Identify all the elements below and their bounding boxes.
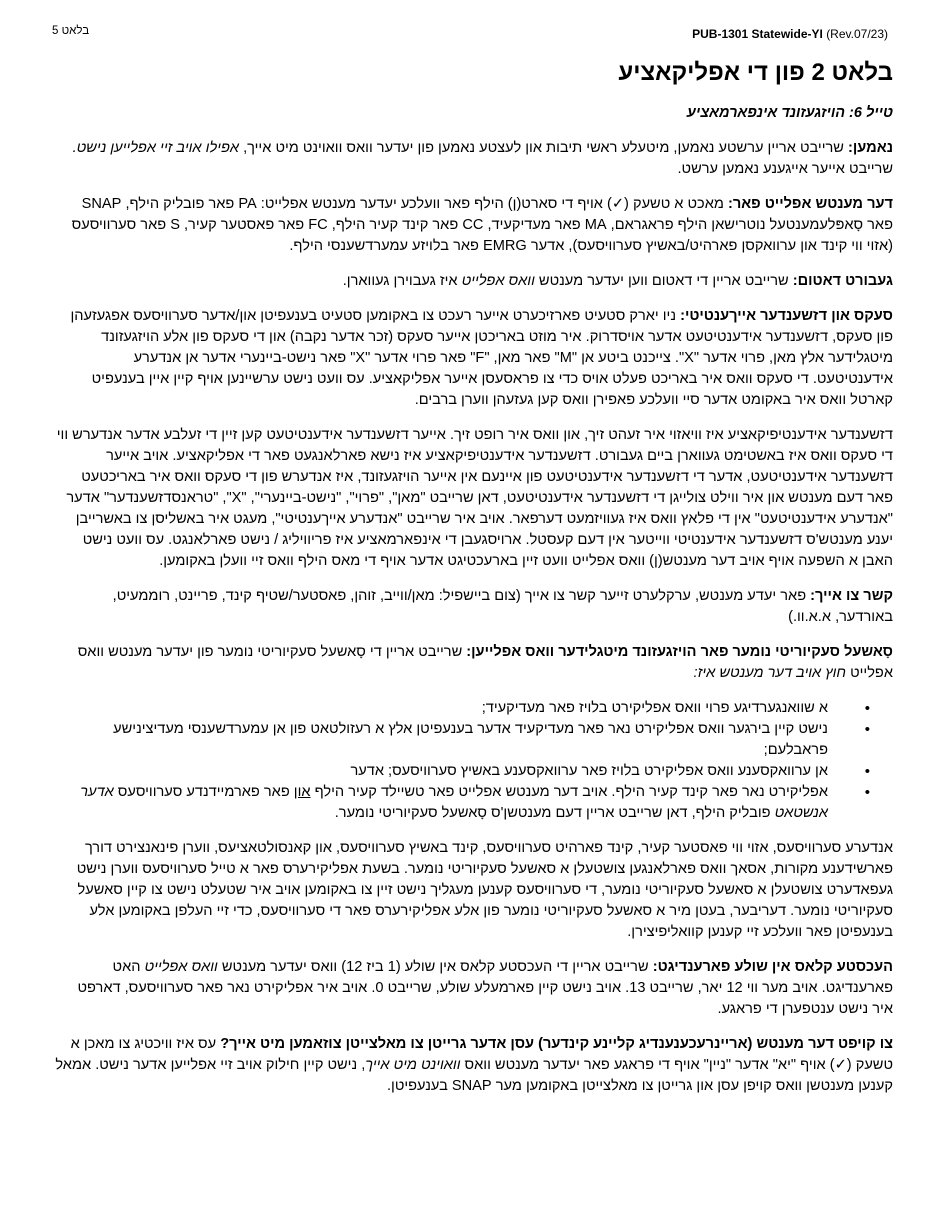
relation-text: פאר יעדע מענטש, ערקלערט זייער קשר צו אייך (צום ביישפיל: מאן/ווייב, זוהן, פאסטער/שטיף קינד, פריינט, רוממעיט, באורדער, א.א.וו.) — [112, 588, 893, 625]
name-label: נאמען: — [848, 140, 893, 156]
sex-paragraph — [55, 306, 893, 411]
dob-text2: איז געבוירן געווארן. — [342, 273, 462, 289]
name-text: שרייבט אריין ערשטע נאמען, מיטעלע ראשי תיבות און לעצטע נאמען פון יעדער וואס וואוינט מיט אייך, — [239, 140, 848, 156]
relation-label: קשר צו אייך: — [810, 588, 893, 604]
gender-paragraph: דזשענדער אידענטיפיקאציע איז וויאזוי איר זעהט זיך, און וואס איר רופט זיך. אייער דזשענדער אידענטיטעט קען זיין די זעלבע אדער אנדערש ווי די סעקס וואס איז באשטימט געווארן ביים געבורט. דזשענדער אידענטיפיקאציע איז נישא פארלאנגעט פאר די אפליקאציע. אויב אייער דזשענדער אידענטיטעט, אדער די דזשענדער אידענטיטעט פון איינעם אין אייער הויזגעזונד, איז אנדערש פון די סעקס וואס איר באריכטעט פאר דעם מענטש און איר ווילט צולייגן די דזשענדער אידענטיטעט, דאן שרייבט "מאן", "פרוי", "נישט-ביינערי", "X", "טראנסדזשענדער" אדער "אנדערע אידענטיטעט" אין די פלאץ וואס איז געוויזמעט דערפאר. אויב איר שרייבט "אנדערע אייךענטיטי", מעגט איר באשליסן צו באשרייבן יענע מענטש'ס דזשענדער אידענטיטי ווייטער אין דעם קעסטל. ארויסגעבן די אינפארמאציע איז פריוויליג / נישט פארלאנגט. עס וועט נישט האבן א השפעה אויף אויב דער מענטש(ן) וואס אפלייט וועט זיין בארעכטיגט אדער אויף די מאס הילף וואס זיי וועלן באקומען. — [56, 427, 893, 569]
meals-label: צו קויפט דער מענטש (אריינרעכענענדיג קליינע קינדער) עסן אדער גרייטן צו מאלצייטן צוזאמען מיט אייך? — [220, 1036, 893, 1052]
school-label: העכסטע קלאס אין שולע פארענדיגט: — [652, 959, 893, 975]
bullet-text3: פובליק הילף, דאן שרייבט אריין דעם מענטשן'ס סָאשעל סעקיוריטי נומער. — [334, 805, 775, 821]
meals-italic: וואוינט מיט אייך — [365, 1057, 461, 1073]
bullet-italic: אדער אנשטאט — [80, 784, 828, 821]
document-body — [55, 55, 893, 1097]
dob-text: שרייבט אריין די דאטום ווען יעדער מענטש — [534, 273, 793, 289]
ssn-paragraph — [55, 642, 893, 684]
page-number: בלאט 5 — [52, 25, 90, 37]
sex-text: ניו יארק סטעיט פארזיכערט אייער רעכט צו באקומען סטעיט בענעפיטן און/אדער סערוויסעס אפגעזעהן פון סעקס, דזשענדער אידענטיטעט אדער אויסדרוק. איר מוזט באריכטן אייער סעקס (זכר אדער נקבה) און די סעקס פון אלע הויזגעזונד מיטגלידער אלץ מאן, פרוי אדער "X". צייכנט ביטע אן "M" פאר מאן, "F" פאר פרוי אדער "X" פאר נישט-ביינערי אדער אן אנדערע אידענטיטעט. די סעקס וואס איר באריכט פעלט אויס כדי צו פראסעסן אייער אפליקאציע. עס וועט נישט ערשיינען אויף קיין איין בענעפיט קארטל וואס איר באקומט אדער סיי וועלכע פאפירן וואס קען געזעהן ווערן ברבים. — [70, 308, 893, 408]
sex-label: סעקס און דזשענדער אייךענטיטי: — [680, 308, 893, 324]
relation-paragraph — [55, 586, 893, 628]
ssn-label: סָאשעל סעקיוריטי נומער פאר הויזגעזונד מיטגלידער וואס אפלייען: — [466, 644, 893, 660]
part-title: טייל 6: הויזגעזונד אינפארמאציע — [686, 105, 893, 121]
page-title: בלאט 2 פון די אפליקאציע — [618, 59, 893, 86]
ssn-text: שרייבט אריין די סָאשעל סעקיוריטי נומער פון יעדער מענטש וואס אפלייט — [77, 644, 893, 681]
meals-text: עס איז וויכטיג צו מאכן א טשעק (✓) אויף "יא" אדער "ניין" אויף די פראגע פאר יעדער מענטש וואס — [70, 1036, 893, 1073]
dob-paragraph — [55, 271, 893, 292]
school-paragraph — [55, 957, 893, 1020]
programs-paragraph — [55, 194, 893, 257]
list-item: • נישט קיין בירגער וואס אפליקירט נאר פאר מעדיקעיד אדער בענעפיטן אלץ א רעזולטאט פון אן עמערדשענסי מעדיצינישע פראבלעם; — [55, 719, 828, 761]
bullet-text: אפליקירט נאר פאר קינד קעיר הילף. אויב דער מענטש אפלייט פאר טשיילד קעיר הילף — [310, 784, 828, 800]
school-text: שרייבט אריין די העכסטע קלאס אין שולע (1 ביז 12) וואס יעדער מענטש — [217, 959, 653, 975]
dob-label: געבורט דאטום: — [792, 273, 893, 289]
dob-italic: וואס אפלייט — [461, 273, 535, 289]
school-text2: האט פארענדיגט. אויב מער ווי 12 יאר, שרייבט 13. אויב נישט קיין פארמעלע שולע, שרייבט 0. אויב איר אפליקירט נאר פאר סערוויסעס, דארפט איר נישט ענטפערן די פראגע. — [77, 959, 893, 1017]
name-italic: אפילו אויב זיי אפלייען נישט. — [72, 140, 240, 156]
list-item: • אן ערוואקסענע וואס אפליקירט בלויז פאר ערוואקסענע באשיץ סערוויסעס; אדער — [55, 761, 828, 782]
publication-id — [692, 27, 888, 41]
ssn-exceptions-list — [55, 698, 893, 824]
meals-paragraph — [55, 1034, 893, 1097]
name-text2: שרייבט אייער אייגענע נאמען ערשט. — [677, 161, 893, 177]
bullet-underline: און — [293, 784, 311, 800]
services-paragraph: אנדערע סערוויסעס, אזוי ווי פאסטער קעיר, קינד פארהיט סערוויסעס, קינד באשיץ סערוויסעס, און קאנסולטאציעס, ווערן פינאנצירט דורך פארשידענע מקורות, אסאך וואס פארלאנגען צושטעלן א סאשעל סעקיוריטי נומער. בשעת אפליקירערס פאר א טייל סערוויסעס ווערן נישט געפאדערט צושטעלן א סאשעל סעקיוריטי נומער, די סערוויסעס קענען מעגליך נישט זיין צו באקומען אויב איר שטעלט נישט צו קיין סאשעל סעקיוריטי נומער. דעריבער, בעטן מיר א סאשעל סעקיוריטי נומער פון אלע אפליקירערס פאר די סערוויסעס, כדי זיי העלפן באקומען אלע בענעפיטן פאר וועלכע זיי קענען קוואליפיצירן. — [76, 840, 893, 940]
pub-revision: (Rev.07/23) — [826, 27, 888, 41]
ssn-italic: חוץ אויב דער מענטש איז: — [693, 665, 847, 681]
name-paragraph — [55, 138, 893, 180]
school-italic: וואס אפלייט — [144, 959, 218, 975]
list-item: • א שוואנגערדיגע פרוי וואס אפליקירט בלויז פאר מעדיקעיד; — [55, 698, 828, 719]
pub-code: PUB-1301 Statewide-YI — [692, 27, 823, 41]
bullet-text2: פאר פארמיידנדע סערוויסעס — [113, 784, 294, 800]
programs-label: דער מענטש אפלייט פאר: — [727, 196, 893, 212]
programs-text: מאכט א טשעק (✓) אויף די סארט(ן) הילף פאר וועלכע יעדער מענטש אפלייט: PA פאר פובליק הילף, SNAP פאר סָאפּלעמענטעל נוטרישאן הילף פראגראם, MA פאר מעדיקעיד, CC פאר קינד קעיר הילף, FC פאר פאסטער קעיר, S פאר סערוויסעס (אזוי ווי קינד און ערוואקסן פארהיט/באשיץ סערוויסעס), אדער EMRG פאר בלויזע עמערדשענסי הילף. — [71, 196, 893, 254]
list-item — [55, 782, 828, 824]
meals-text2: , נישט קיין חילוק אויב זיי אפלייען אדער נישט. אמאל קענען מענטשן וואס קויפן עסן און גרייטן צו מאלצייטן באקומען מער SNAP בענעפיטן. — [55, 1057, 893, 1094]
